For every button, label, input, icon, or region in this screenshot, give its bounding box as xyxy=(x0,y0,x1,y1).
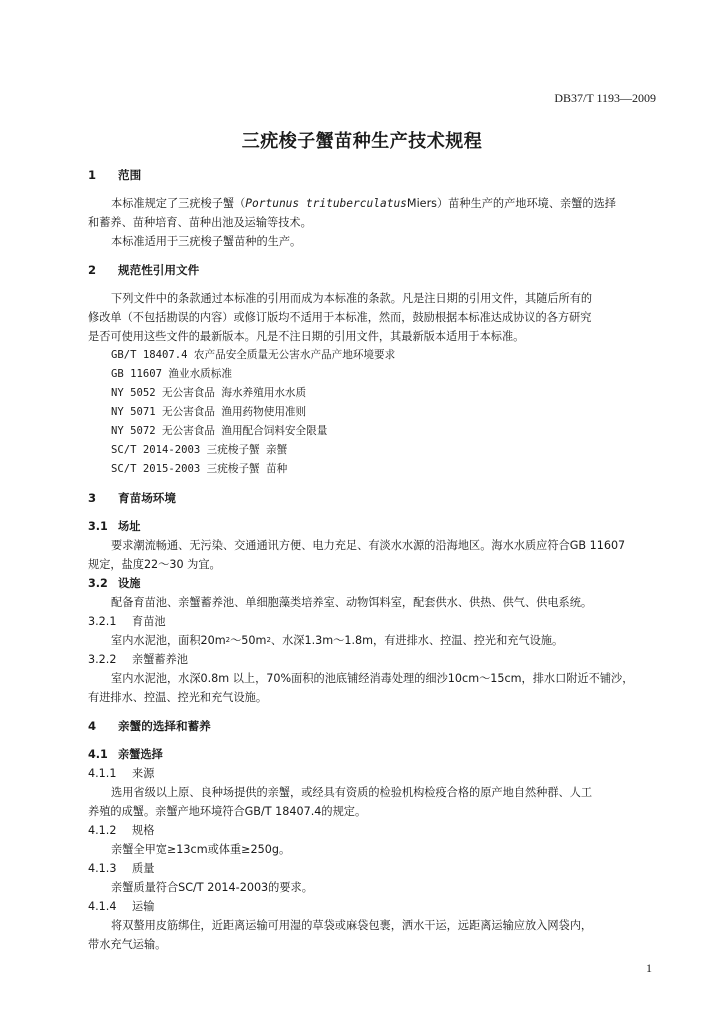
reference-item: SC/T 2015-2003 三疣梭子蟹 苗种 xyxy=(111,463,288,475)
section-heading-3: 3 育苗场环境 xyxy=(88,491,176,505)
paragraph-line: 选用省级以上原、良种场提供的亲蟹，或经具有资质的检验机构检疫合格的原产地自然种群、人工 xyxy=(111,786,593,799)
paragraph-line: 配备育苗池、亲蟹蓄养池、单细胞藻类培养室、动物饵料室，配套供水、供热、供气、供电系统。 xyxy=(111,596,593,609)
paragraph-line: 本标准规定了三疣梭子蟹（Portunus trituberculatusMiers）苗种生产的产地环境、亲蟹的选择 xyxy=(111,197,616,210)
paragraph-line: 亲蟹质量符合SC/T 2014-2003的要求。 xyxy=(111,881,313,894)
paragraph-line: 要求潮流畅通、无污染、交通通讯方便、电力充足、有淡水水源的沿海地区。海水水质应符合GB 11607 xyxy=(111,539,626,552)
reference-item: NY 5072 无公害食品 渔用配合饲料安全限量 xyxy=(111,425,328,437)
subsection-heading-3-2: 3.2 设施 xyxy=(88,577,141,590)
paragraph-line: 室内水泥池，面积$20m^2\sim 50m^2$、水深1.3m～1.8m，有进排水、控温、控光和充气设施。 xyxy=(111,634,564,647)
subsection-heading-4-1-2: 4.1.2 规格 xyxy=(88,824,155,837)
document-title: 三疣梭子蟹苗种生产技术规程 xyxy=(241,131,483,152)
subsection-heading-3-1: 3.1 场址 xyxy=(88,520,141,533)
paragraph-line: 和蓄养、苗种培育、苗种出池及运输等技术。 xyxy=(88,216,312,229)
subsection-heading-4-1: 4.1 亲蟹选择 xyxy=(88,748,163,761)
paragraph-line: 室内水泥池，水深0.8m 以上，70%面积的池底铺经消毒处理的细沙10cm～15cm，排水口附近不铺沙， xyxy=(111,672,634,685)
subsection-heading-3-2-2: 3.2.2 亲蟹蓄养池 xyxy=(88,653,188,666)
section-heading-1: 1 范围 xyxy=(88,168,142,182)
latin-name: Portunus trituberculatus xyxy=(245,197,407,210)
paragraph-line: 将双螯用皮筋绑住，近距离运输可用湿的草袋或麻袋包裹，洒水干运，远距离运输应放入网袋内， xyxy=(111,919,593,932)
paragraph-line: 是否可使用这些文件的最新版本。凡是不注日期的引用文件，其最新版本适用于本标准。 xyxy=(88,330,525,343)
subsection-heading-4-1-1: 4.1.1 来源 xyxy=(88,767,155,780)
paragraph-line: 亲蟹全甲宽≥13cm或体重≥250g。 xyxy=(111,843,291,856)
standard-code: DB37/T 1193—2009 xyxy=(554,91,656,105)
reference-item: NY 5071 无公害食品 渔用药物使用准则 xyxy=(111,406,307,418)
page-number: 1 xyxy=(646,961,652,975)
paragraph-line: 本标准适用于三疣梭子蟹苗种的生产。 xyxy=(111,235,302,248)
paragraph-line: 下列文件中的条款通过本标准的引用而成为本标准的条款。凡是注日期的引用文件，其随后所有的 xyxy=(111,292,593,305)
reference-item: GB/T 18407.4 农产品安全质量无公害水产品产地环境要求 xyxy=(111,349,396,361)
section-heading-2: 2 规范性引用文件 xyxy=(88,263,200,277)
paragraph-line: 带水充气运输。 xyxy=(88,938,167,951)
reference-item: SC/T 2014-2003 三疣梭子蟹 亲蟹 xyxy=(111,444,288,456)
subsection-heading-3-2-1: 3.2.1 育苗池 xyxy=(88,615,166,628)
paragraph-line: 养殖的成蟹。亲蟹产地环境符合GB/T 18407.4的规定。 xyxy=(88,805,367,818)
paragraph-line: 有进排水、控温、控光和充气设施。 xyxy=(88,691,268,704)
paragraph-line: 修改单（不包括勘误的内容）或修订版均不适用于本标准，然而，鼓励根据本标准达成协议的各方研究 xyxy=(88,311,592,324)
reference-item: GB 11607 渔业水质标准 xyxy=(111,368,232,380)
subsection-heading-4-1-4: 4.1.4 运输 xyxy=(88,900,155,913)
section-heading-4: 4 亲蟹的选择和蓄养 xyxy=(88,719,211,733)
reference-item: NY 5052 无公害食品 海水养殖用水水质 xyxy=(111,387,307,399)
subsection-heading-4-1-3: 4.1.3 质量 xyxy=(88,862,155,875)
paragraph-line: 规定，盐度22～30 为宜。 xyxy=(88,558,221,571)
